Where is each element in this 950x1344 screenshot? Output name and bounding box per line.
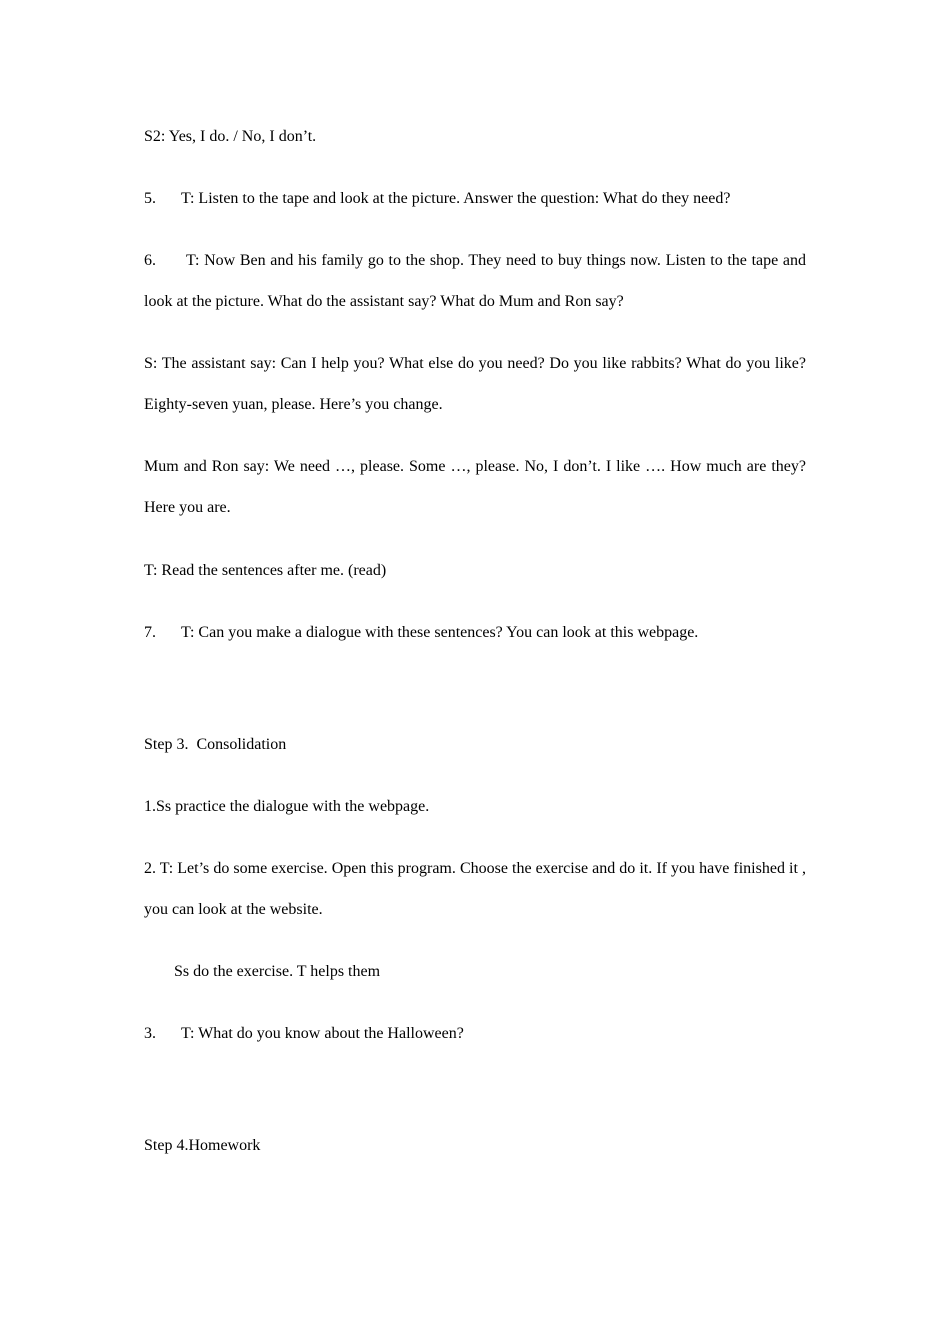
paragraph-text: T: Now Ben and his family go to the shop. They need to buy things now. Listen to the tape and look at the picture. What do the assistant say? What do Mum and Ron say? [144, 252, 806, 310]
paragraph-ss-exercise [144, 951, 836, 992]
paragraph-text: Mum and Ron say: We need …, please. Some …, please. No, I don’t. I like …. How much are they? Here you are. [144, 458, 806, 516]
paragraph-text: 2. T: Let’s do some exercise. Open this program. Choose the exercise and do it. If you have finished it , you can look at the website. [144, 860, 806, 918]
list-number: 3. [144, 1025, 156, 1042]
paragraph-s2-answer [144, 116, 806, 157]
paragraph-item-5 [144, 178, 806, 219]
paragraph-text: S2: Yes, I do. / No, I don’t. [144, 128, 317, 145]
heading-text: Step 3. Consolidation [144, 736, 287, 753]
paragraph-read-sentences [144, 550, 806, 591]
list-number: 5. [144, 190, 156, 207]
paragraph-assistant-say [144, 343, 806, 425]
list-number: 6. [144, 252, 156, 269]
paragraph-practice-dialogue [144, 786, 806, 827]
paragraph-text: Ss do the exercise. T helps them [174, 963, 381, 980]
paragraph-item-3-halloween [144, 1013, 806, 1054]
paragraph-text: T: Read the sentences after me. (read) [144, 562, 387, 579]
heading-step-4 [144, 1125, 806, 1166]
paragraph-text: 1.Ss practice the dialogue with the webpage. [144, 798, 430, 815]
paragraph-text: T: Listen to the tape and look at the picture. Answer the question: What do they need? [181, 190, 731, 207]
paragraph-mum-ron-say [144, 446, 806, 528]
paragraph-exercise [144, 848, 806, 930]
paragraph-text: S: The assistant say: Can I help you? What else do you need? Do you like rabbits? What do you like? Eighty-seven yuan, please. Here’s you change. [144, 355, 806, 413]
paragraph-text: T: Can you make a dialogue with these sentences? You can look at this webpage. [181, 624, 699, 641]
paragraph-item-7 [144, 612, 806, 653]
paragraph-text: T: What do you know about the Halloween? [181, 1025, 464, 1042]
paragraph-item-6 [144, 240, 806, 322]
list-number: 7. [144, 624, 156, 641]
heading-text: Step 4.Homework [144, 1137, 261, 1154]
heading-step-3 [144, 724, 806, 765]
